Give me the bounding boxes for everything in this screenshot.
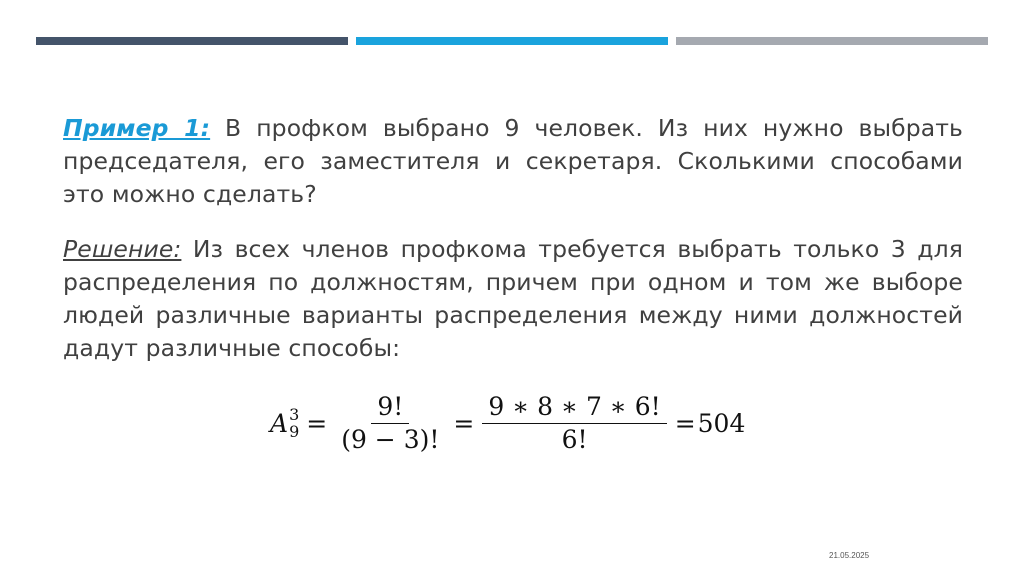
solution-label: Решение:	[63, 235, 182, 263]
example-label: Пример 1:	[63, 114, 211, 142]
formula-result: 504	[697, 408, 746, 438]
solution-text: Из всех членов профкома требуется выбрать только 3 для распределения по должностям, причем при одном и том же выборе людей различные варианты распределения между ними должностей дадут различные способы:	[63, 235, 963, 362]
decorative-bar-dark	[36, 37, 348, 45]
example-text: В профком выбрано 9 человек. Из них нужно выбрать председателя, его заместителя и секретаря. Сколькими способами это можно сделать?	[63, 114, 963, 208]
example-paragraph	[63, 112, 963, 211]
decorative-bar-blue	[356, 37, 668, 45]
formula-fraction-1	[335, 391, 445, 456]
formula-symbol: A	[270, 408, 289, 438]
fraction-2-numerator: 9 ∗ 8 ∗ 7 ∗ 6!	[482, 391, 666, 424]
formula-equals-3: =	[674, 408, 696, 438]
formula-subscript: 9	[289, 422, 300, 441]
formula-superscript: 3	[289, 405, 300, 424]
fraction-1-denominator: (9 − 3)!	[341, 424, 440, 454]
arrangement-formula	[270, 383, 745, 463]
formula-equals-2: =	[453, 408, 475, 438]
formula-equals-1: =	[306, 408, 328, 438]
formula-indices	[289, 406, 299, 440]
decorative-bar-gray	[676, 37, 988, 45]
formula-fraction-2	[482, 391, 666, 456]
solution-paragraph	[63, 233, 963, 365]
fraction-2-denominator: 6!	[561, 424, 588, 454]
fraction-1-numerator: 9!	[371, 391, 409, 424]
footer-date: 21.05.2025	[829, 551, 870, 560]
